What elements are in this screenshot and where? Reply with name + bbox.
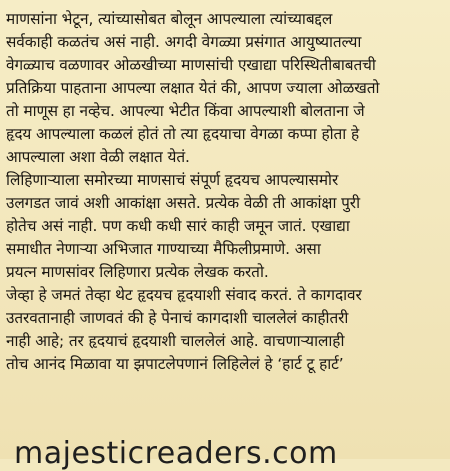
text-line: नाही आहे; तर हृदयाचं हृदयाशी चाललेलं आहे. वाचणाऱ्यालाही bbox=[6, 332, 345, 350]
text-line: होतेच असं नाही. पण कधी कधी सारं काही जमून जातं. एखाद्या bbox=[6, 217, 350, 235]
text-line: लिहिणाऱ्याला समोरच्या माणसाचं संपूर्ण हृदयच आपल्यासमोर bbox=[6, 171, 339, 189]
text-line: तोच आनंद मिळावा या झपाटलेपणानं लिहिलेलं हे ‘हार्ट टू हार्ट’ bbox=[6, 355, 344, 373]
paragraph-text bbox=[6, 8, 446, 376]
text-line: समाधीत नेणाऱ्या अभिजात गाण्याच्या मैफिलीप्रमाणे. असा bbox=[6, 240, 321, 258]
text-line: माणसांना भेटून, त्यांच्यासोबत बोलून आपल्याला त्यांच्याबद्दल bbox=[6, 10, 333, 28]
text-line: जेव्हा हे जमतं तेव्हा थेट हृदयच हृदयाशी संवाद करतं. ते कागदावर bbox=[6, 286, 362, 304]
text-line: आपल्याला अशा वेळी लक्षात येतं. bbox=[6, 148, 190, 166]
text-line: तो माणूस हा नव्हेच. आपल्या भेटीत किंवा आपल्याशी बोलताना जे bbox=[6, 102, 365, 120]
text-line: हृदय आपल्याला कळलं होतं तो त्या हृदयाचा वेगळा कप्पा होता हे bbox=[6, 125, 360, 143]
watermark-text: majesticreaders.com bbox=[14, 436, 338, 471]
text-line: उलगडत जावं अशी आकांक्षा असते. प्रत्येक वेळी ती आकांक्षा पुरी bbox=[6, 194, 360, 212]
text-line: प्रतिक्रिया पाहताना आपल्या लक्षात येतं की, आपण ज्याला ओळखतो bbox=[6, 79, 380, 97]
text-line: उतरवतानाही जाणवतं की हे पेनाचं कागदाशी चाललेलं काहीतरी bbox=[6, 309, 349, 327]
text-line: वेगळ्याच वळणावर ओळखीच्या माणसांची एखाद्या परिस्थितीबाबतची bbox=[6, 56, 376, 74]
text-line: प्रयत्न माणसांवर लिहिणारा प्रत्येक लेखक करतो. bbox=[6, 263, 269, 281]
text-line: सर्वकाही कळतंच असं नाही. अगदी वेगळ्या प्रसंगात आयुष्यातल्या bbox=[6, 33, 362, 51]
